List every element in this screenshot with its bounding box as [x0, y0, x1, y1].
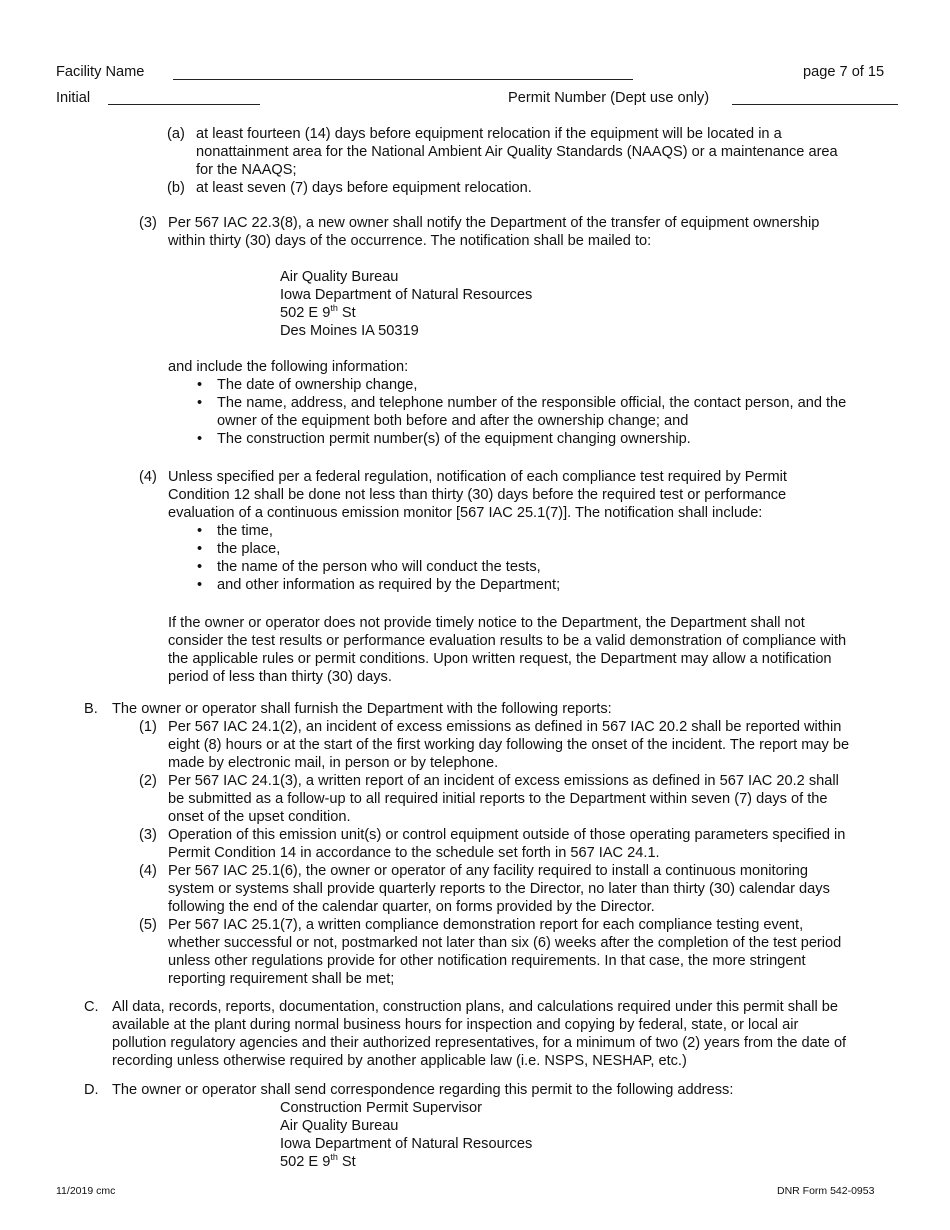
text-line: for the NAAQS;	[196, 162, 297, 178]
text-line: and other information as required by the Department;	[217, 577, 561, 593]
timely-notice-paragraph	[168, 614, 928, 686]
item-label: (a)	[167, 126, 185, 142]
text-line: available at the plant during normal business hours for inspection and copying by federal, state, or local air	[112, 1017, 799, 1033]
list-item	[167, 179, 916, 197]
item-label: (4)	[139, 469, 157, 485]
text-line: the time,	[217, 523, 273, 539]
address-line: Des Moines IA 50319	[280, 323, 419, 339]
bullet-icon: •	[197, 431, 203, 447]
section-label: B.	[84, 701, 98, 717]
text-line: If the owner or operator does not provide timely notice to the Department, the Department shall not	[168, 615, 805, 631]
address-line: 502 E 9th St	[280, 303, 356, 321]
section-c	[84, 998, 922, 1070]
permit-number-field[interactable]	[732, 104, 898, 105]
bullet-icon: •	[197, 395, 203, 411]
list-item	[197, 576, 907, 594]
list-item	[139, 772, 928, 826]
text-line: at least fourteen (14) days before equipment relocation if the equipment will be located in a	[196, 126, 782, 142]
list-item	[197, 394, 907, 430]
text-line: Per 567 IAC 25.1(7), a written compliance demonstration report for each compliance testing event,	[168, 917, 804, 933]
bullet-icon: •	[197, 541, 203, 557]
item-label: (5)	[139, 917, 157, 933]
text-line: at least seven (7) days before equipment relocation.	[196, 180, 532, 196]
initial-label: Initial	[56, 90, 91, 106]
reports-list	[139, 718, 928, 988]
address-line: Air Quality Bureau	[280, 1118, 399, 1134]
text-line: recording unless otherwise required by another applicable law (i.e. NSPS, NESHAP, etc.)	[112, 1053, 687, 1069]
permit-number-label: Permit Number (Dept use only)	[508, 90, 710, 106]
list-item	[197, 558, 907, 576]
text-line: The name, address, and telephone number of the responsible official, the contact person, and the	[217, 395, 847, 411]
test-notification-list	[197, 522, 907, 594]
text-line: eight (8) hours or at the start of the first working day following the onset of the incident. The report may be	[168, 737, 850, 753]
text-line: period of less than thirty (30) days.	[168, 669, 392, 685]
item-label: (4)	[139, 863, 157, 879]
text-line: reporting requirement shall be met;	[168, 971, 395, 987]
list-item	[139, 862, 928, 916]
address-line: Iowa Department of Natural Resources	[280, 1136, 533, 1152]
address-line: 502 E 9th St	[280, 1152, 356, 1170]
address-line: Air Quality Bureau	[280, 269, 399, 285]
list-item	[197, 430, 907, 448]
text-line: Per 567 IAC 25.1(6), the owner or operator of any facility required to install a continuous monitoring	[168, 863, 809, 879]
text-line: Per 567 IAC 24.1(3), a written report of an incident of excess emissions as defined in 567 IAC 20.2 shall	[168, 773, 839, 789]
text-line: The owner or operator shall send correspondence regarding this permit to the following address:	[112, 1082, 734, 1098]
text-line: the place,	[217, 541, 281, 557]
list-item	[197, 522, 907, 540]
item-label: (3)	[139, 215, 157, 231]
text-line: Condition 12 shall be done not less than thirty (30) days before the required test or performance	[168, 487, 787, 503]
text-line: nonattainment area for the National Ambient Air Quality Standards (NAAQS) or a maintenance area	[196, 144, 838, 160]
item-3	[139, 214, 908, 250]
relocation-list	[167, 125, 916, 197]
section-b	[84, 700, 912, 718]
page-number: page 7 of 15	[803, 64, 885, 80]
text-line: Per 567 IAC 22.3(8), a new owner shall notify the Department of the transfer of equipment ownership	[168, 215, 820, 231]
bullet-icon: •	[197, 559, 203, 575]
text-line: within thirty (30) days of the occurrence. The notification shall be mailed to:	[168, 233, 652, 249]
include-intro: and include the following information:	[168, 359, 409, 375]
text-line: Operation of this emission unit(s) or control equipment outside of those operating parameters specified in	[168, 827, 846, 843]
list-item	[167, 125, 916, 179]
text-line: Permit Condition 14 in accordance to the schedule set forth in 567 IAC 24.1.	[168, 845, 660, 861]
list-item	[139, 826, 928, 862]
item-4	[139, 468, 908, 522]
facility-name-field[interactable]	[173, 79, 633, 80]
list-item	[197, 376, 907, 394]
text-line: following the end of the calendar quarter, on forms provided by the Director.	[168, 899, 655, 915]
item-label: (1)	[139, 719, 157, 735]
text-line: the applicable rules or permit conditions. Upon written request, the Department may allow a notification	[168, 651, 832, 667]
address-line: Iowa Department of Natural Resources	[280, 287, 533, 303]
text-line: evaluation of a continuous emission monitor [567 IAC 25.1(7)]. The notification shall include:	[168, 505, 763, 521]
text-line: be submitted as a follow-up to all required initial reports to the Department within seven (7) days of the	[168, 791, 828, 807]
text-line: owner of the equipment both before and after the ownership change; and	[217, 413, 689, 429]
text-line: consider the test results or performance evaluation results to be a valid demonstration of compliance with	[168, 633, 847, 649]
section-label: C.	[84, 999, 99, 1015]
text-line: onset of the upset condition.	[168, 809, 351, 825]
item-label: (2)	[139, 773, 157, 789]
text-line: The construction permit number(s) of the equipment changing ownership.	[217, 431, 691, 447]
ownership-info-list	[197, 376, 907, 448]
text-line: whether successful or not, postmarked not later than six (6) weeks after the completion of the test period	[168, 935, 842, 951]
address-line: Construction Permit Supervisor	[280, 1100, 482, 1116]
mailing-address	[280, 268, 532, 340]
text-line: unless other regulations provide for other notification requirements. In that case, the more stringent	[168, 953, 806, 969]
text-line: system or systems shall provide quarterly reports to the Director, no later than thirty (30) calendar days	[168, 881, 830, 897]
initial-field[interactable]	[108, 104, 260, 105]
list-item	[197, 540, 907, 558]
text-line: the name of the person who will conduct the tests,	[217, 559, 541, 575]
list-item	[139, 718, 928, 772]
section-label: D.	[84, 1082, 99, 1098]
bullet-icon: •	[197, 377, 203, 393]
text-line: Per 567 IAC 24.1(2), an incident of excess emissions as defined in 567 IAC 20.2 shall be reported within	[168, 719, 842, 735]
facility-name-label: Facility Name	[56, 64, 145, 80]
footer-form-number: DNR Form 542-0953	[777, 1185, 875, 1197]
bullet-icon: •	[197, 577, 203, 593]
bullet-icon: •	[197, 523, 203, 539]
item-label: (3)	[139, 827, 157, 843]
item-label: (b)	[167, 180, 185, 196]
text-line: Unless specified per a federal regulation, notification of each compliance test required by Permit	[168, 469, 787, 485]
section-d	[84, 1081, 912, 1099]
list-item	[139, 916, 928, 988]
correspondence-address	[280, 1099, 532, 1171]
text-line: The date of ownership change,	[217, 377, 418, 393]
text-line: made by electronic mail, in person or by telephone.	[168, 755, 499, 771]
text-line: All data, records, reports, documentation, construction plans, and calculations required under this permit shall be	[112, 999, 839, 1015]
text-line: The owner or operator shall furnish the Department with the following reports:	[112, 701, 612, 717]
footer-date: 11/2019 cmc	[56, 1185, 116, 1197]
text-line: pollution regulatory agencies and their authorized representatives, for a minimum of two (2) years from the date of	[112, 1035, 847, 1051]
